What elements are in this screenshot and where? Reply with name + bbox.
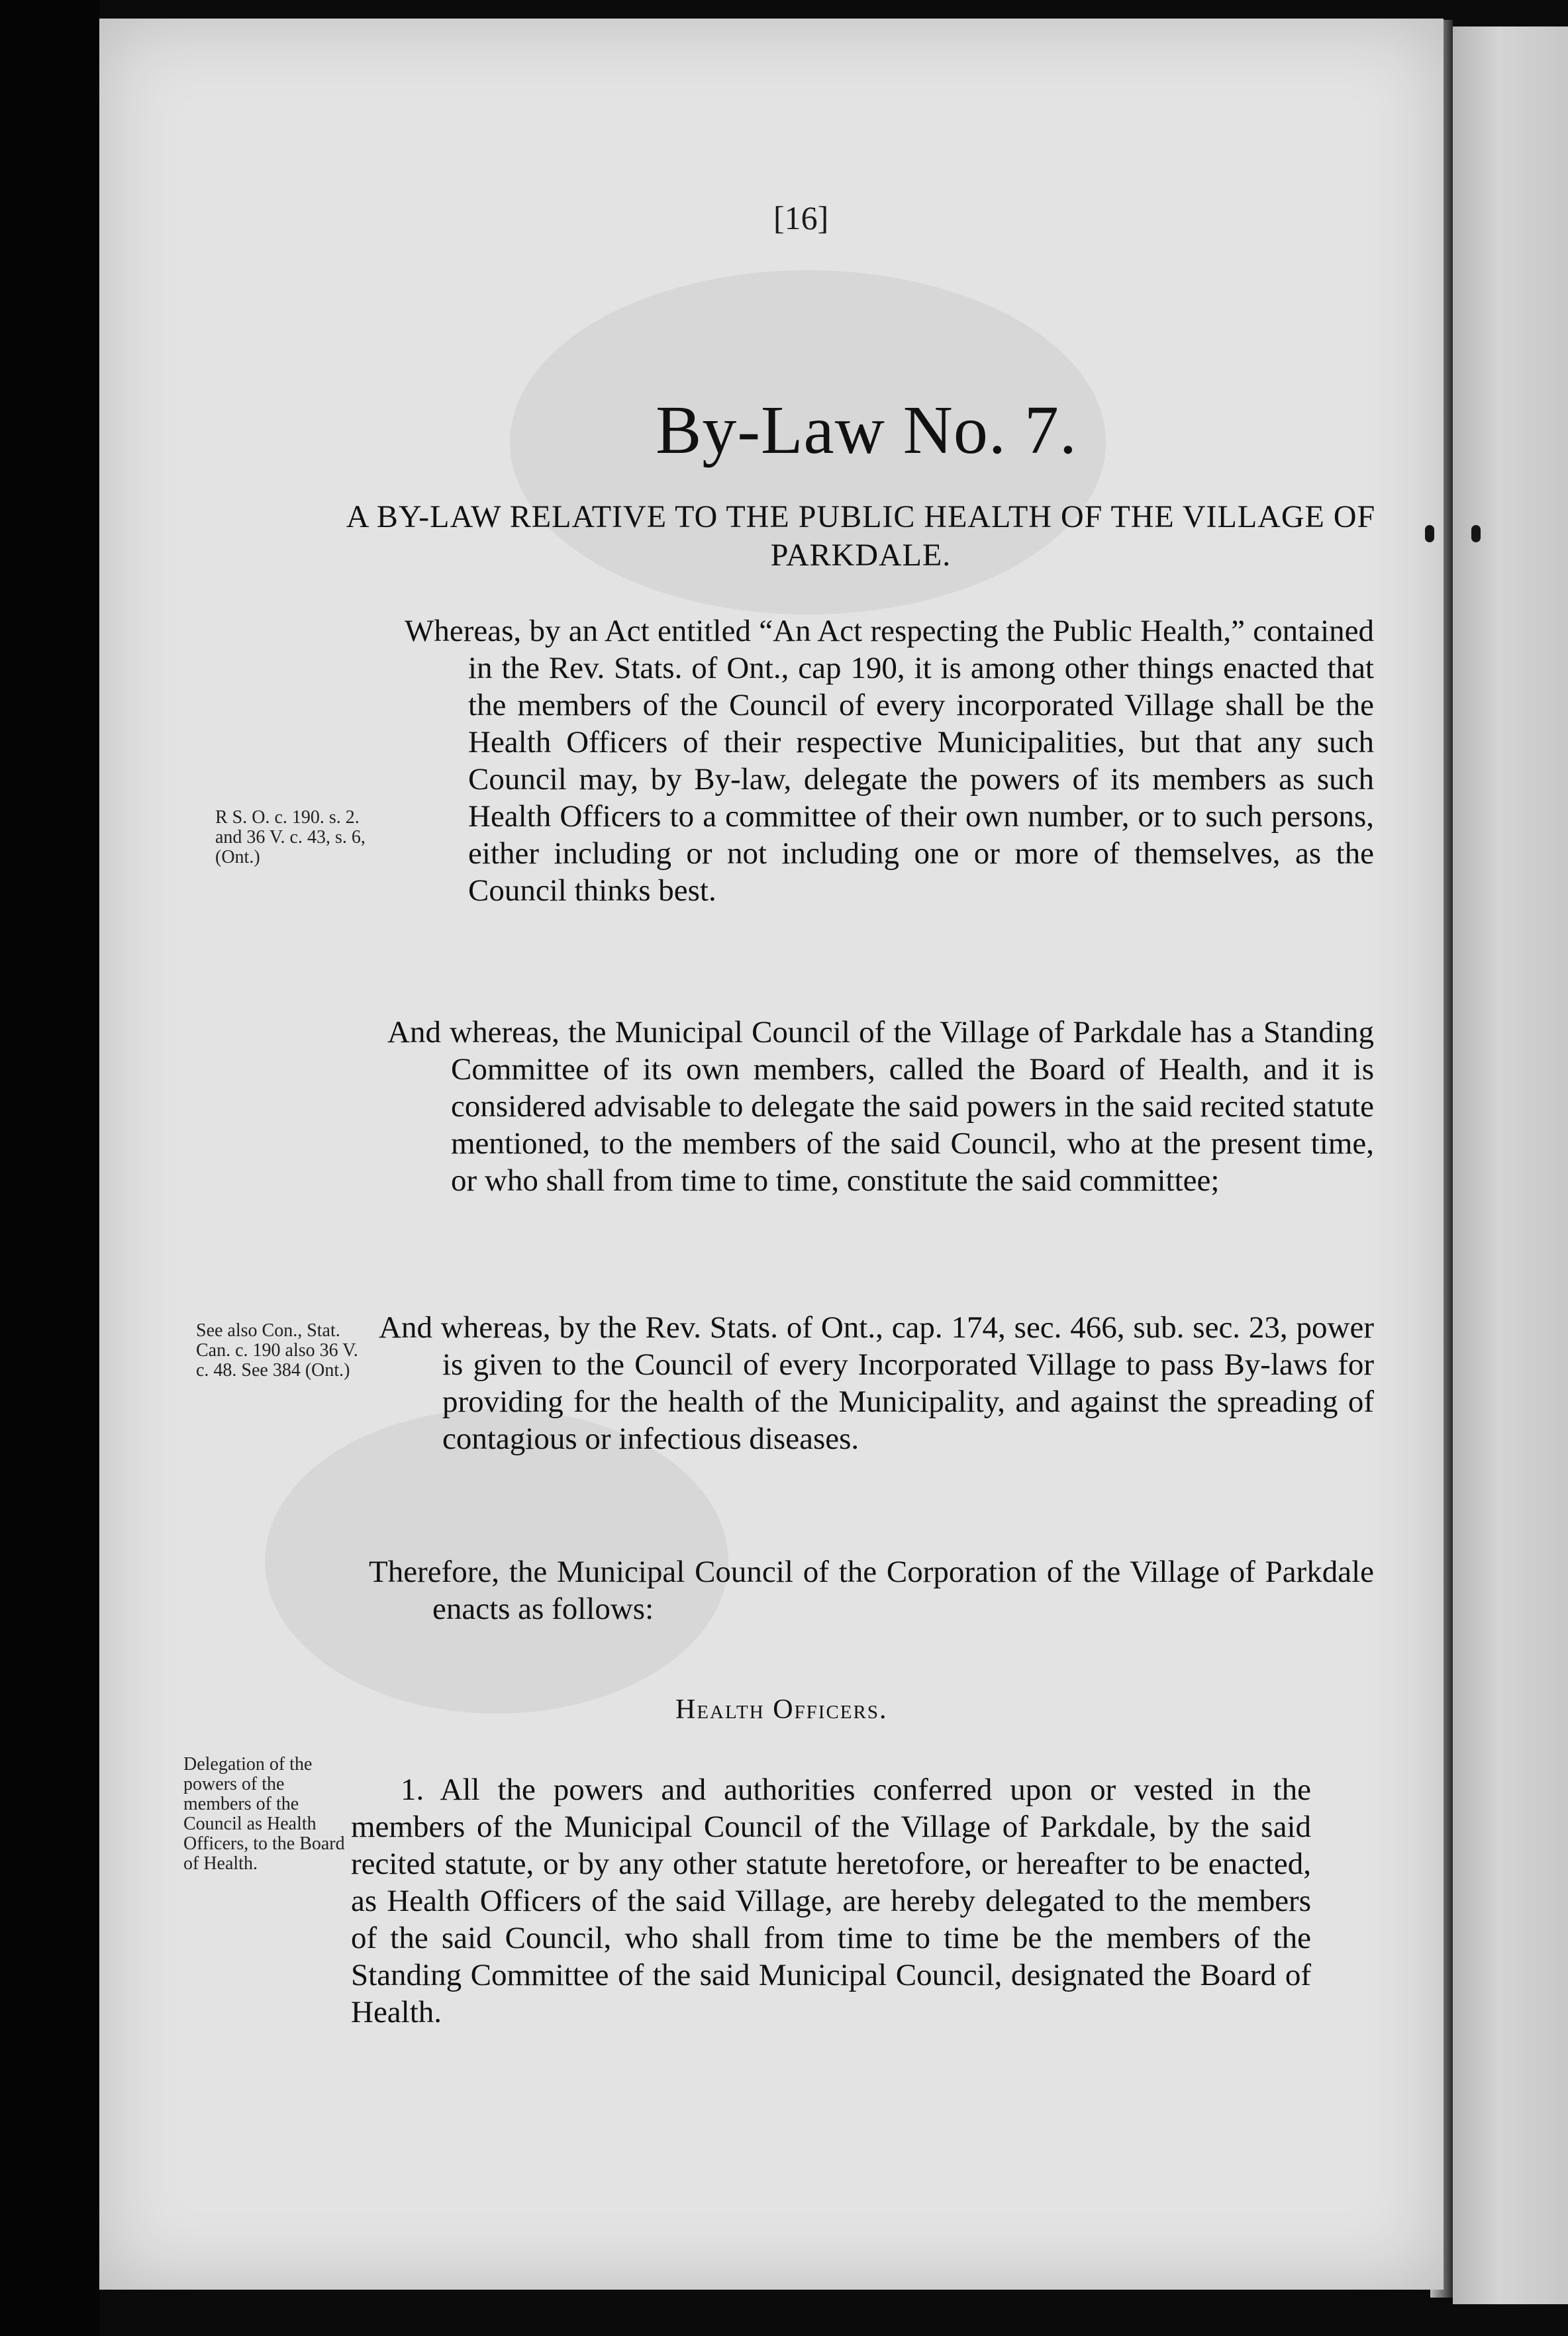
- paragraph-enactment: Therefore, the Municipal Council of the Corporation of the Village of Parkdale enacts as follows:: [369, 1555, 1374, 1626]
- margin-note-rso: R S. O. c. 190. s. 2. and 36 V. c. 43, s. 6, (Ont.): [215, 807, 366, 867]
- page-title: By-Law No. 7.: [656, 392, 1077, 468]
- margin-note-see-also: See also Con., Stat. Can. c. 190 also 36 V. c. 48. See 384 (Ont.): [196, 1320, 358, 1381]
- margin-note-delegation: Delegation of the powers of the members of the Council as Health Officers, to the Board of Health.: [183, 1754, 345, 1874]
- binding-hole: [1425, 525, 1434, 542]
- facing-page-edge: [1453, 26, 1568, 2304]
- clause-1: 1. All the powers and authorities conferred upon or vested in the members of the Municipal Council of the Village of Parkdale, by the said recited statute, or by any other statute heretofore, or hereafter to be enacted, as Health Officers of the said Village, are hereby delegated to the members of the said Council, who shall from time to time be the members of the Standing Committee of the said Municipal Council, designated the Board of Health.: [351, 1773, 1311, 2029]
- paragraph-whereas-2: And whereas, the Municipal Council of the Village of Parkdale has a Standing Committee of its own members, called the Board of Health, and it is considered advisable to delegate the said powers in the said recited statute mentioned, to the members of the said Council, who at the present time, or who shall from time to time, constitute the said committee;: [387, 1015, 1374, 1198]
- section-heading: Health Officers.: [675, 1694, 888, 1725]
- binding-hole: [1471, 525, 1481, 542]
- scan-border: [0, 0, 99, 2336]
- paragraph-whereas-3: And whereas, by the Rev. Stats. of Ont., cap. 174, sec. 466, sub. sec. 23, power is given to the Council of every Incorporated Village to pass By-laws for providing for the health of the Municipality, and against the spreading of contagious or infectious diseases.: [379, 1310, 1374, 1456]
- page-number: [16]: [773, 199, 829, 236]
- paragraph-whereas-1: Whereas, by an Act entitled “An Act respecting the Public Health,” contained in the Rev. Stats. of Ont., cap 190, it is among other things enacted that the members of the Council of every incorporated Village shall be the Health Officers of their respective Municipalities, but that any such Council may, by By-law, delegate the powers of its members as such Health Officers to a committee of their own number, or to such persons, either including or not including one or more of themselves, as the Council thinks best.: [405, 614, 1374, 908]
- page-subtitle: A BY-LAW RELATIVE TO THE PUBLIC HEALTH OF THE VILLAGE OF PARKDALE.: [346, 499, 1376, 573]
